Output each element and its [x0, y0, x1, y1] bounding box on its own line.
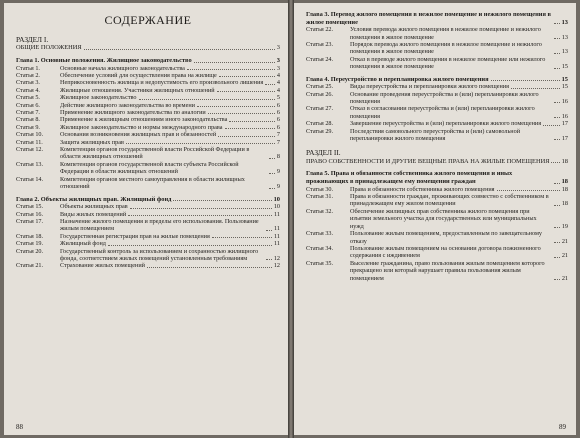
- article-number: Статья 19.: [16, 240, 44, 248]
- toc-entry: [306, 120, 568, 127]
- article-title: Жилищное законодательство: [60, 94, 137, 102]
- toc-entry: [16, 161, 280, 176]
- toc-entry: [16, 248, 280, 263]
- toc-entry: [16, 176, 280, 191]
- article-page: 10: [273, 203, 280, 211]
- article-title: Пользование жилым помещением на основании договора пожизненного содержания с иждивением: [350, 244, 541, 260]
- article-page: 21: [561, 274, 568, 282]
- article-number: Статья 13.: [16, 160, 44, 168]
- article-number: Статья 23.: [306, 41, 334, 48]
- toc-entry: [16, 124, 280, 131]
- article-title: Основание проведения переустройства и (или) перепланировки жилого помещения: [350, 90, 539, 106]
- toc-entry: [306, 91, 568, 106]
- article-title: Государственный контроль за использованием и сохранностью жилищного фонда, соответствием жилых помещений установленным требованиям: [60, 247, 259, 262]
- article-title: Права и обязанности граждан, проживающих совместно с собственником в принадлежащем ему жилом помещении: [350, 193, 549, 208]
- article-title: Объекты жилищных прав: [60, 203, 128, 211]
- page-number-right: 89: [559, 423, 566, 431]
- toc-entry: [16, 94, 280, 101]
- article-number: Статья 31.: [306, 193, 334, 201]
- article-number: Статья 21.: [16, 262, 44, 270]
- article-number: Статья 8.: [16, 116, 40, 124]
- article-page: 12: [273, 262, 280, 270]
- article-page: 11: [274, 232, 280, 240]
- toc-entry: [306, 128, 568, 143]
- article-number: Статья 18.: [16, 232, 44, 240]
- right-page: [294, 3, 576, 435]
- article-title: Жилищный фонд: [60, 240, 106, 248]
- article-title: Отказ в согласовании переустройства и (или) перепланировки жилого помещения: [350, 105, 535, 120]
- article-page: 11: [274, 210, 280, 218]
- article-page: 5: [276, 94, 280, 102]
- article-title: Обеспечение жилищных прав собственника жилого помещения при изъятии земельного участка для государственных или муниципальных нужд: [350, 207, 537, 230]
- chapter-5-heading: Глава 5. Права и обязанности собственника жилого помещения и иных проживающих в принадлежащем ему помещении граждан 18: [306, 170, 568, 186]
- article-number: Статья 22.: [306, 26, 334, 34]
- toc-entry: [306, 208, 568, 230]
- toc-entry: [16, 262, 280, 269]
- toc-entry: [16, 116, 280, 123]
- article-title: Государственная регистрация прав на жилые помещения: [60, 232, 210, 240]
- article-title: Жилищные отношения. Участники жилищных отношений: [60, 86, 215, 94]
- article-page: 16: [561, 112, 568, 120]
- article-title: Неприкосновенность жилища и недопустимость его произвольного лишения: [60, 79, 264, 87]
- toc-entry: [16, 79, 280, 86]
- article-number: Статья 2.: [16, 72, 40, 79]
- article-title: Страхование жилых помещений: [60, 262, 145, 270]
- article-title: Отказ в переводе жилого помещения в нежилое помещение или нежилого помещения в жилое помещение: [350, 55, 546, 71]
- article-title: Последствия самовольного переустройства и (или) самовольной перепланировки жилого помещения: [350, 127, 521, 143]
- section-1-caption: ОБЩИЕ ПОЛОЖЕНИЯ: [16, 44, 82, 52]
- toc-entry: [306, 245, 568, 260]
- article-page: 11: [274, 225, 280, 233]
- article-page: 4: [276, 79, 280, 87]
- article-title: Обеспечение условий для осуществления права на жилище: [60, 72, 217, 79]
- chapter-3-articles: [306, 26, 568, 70]
- article-page: 6: [276, 109, 280, 117]
- article-number: Статья 27.: [306, 105, 334, 113]
- toc-entry: [16, 102, 280, 109]
- toc-entry: [16, 146, 280, 161]
- article-page: 6: [276, 116, 280, 124]
- article-page: 3: [276, 64, 280, 72]
- toc-entry: [16, 72, 280, 79]
- toc-entry: [306, 193, 568, 208]
- article-page: 9: [276, 183, 280, 191]
- toc-entry: [16, 233, 280, 240]
- article-page: 6: [276, 101, 280, 109]
- toc-entry: [16, 203, 280, 210]
- article-number: Статья 5.: [16, 94, 40, 102]
- toc-entry: [306, 230, 568, 245]
- toc-entry: [306, 26, 568, 41]
- article-page: 16: [561, 98, 568, 106]
- chapter-5-articles: [306, 186, 568, 282]
- toc-entry: [306, 56, 568, 71]
- article-number: Статья 12.: [16, 146, 44, 154]
- article-page: 21: [561, 252, 568, 260]
- article-number: Статья 4.: [16, 86, 40, 94]
- section-1-label: РАЗДЕЛ I.: [16, 35, 49, 44]
- article-title: Условия перевода жилого помещения в нежилое помещение и нежилого помещения в жилое помещение: [350, 26, 541, 41]
- article-page: 17: [561, 120, 568, 128]
- toc-entry: [16, 109, 280, 116]
- chapter-3-heading: Глава 3. Перевод жилого помещения в нежилое помещение и нежилого помещения в жилое помещение 13: [306, 11, 568, 26]
- article-page: 13: [561, 48, 568, 56]
- article-title: Защита жилищных прав: [60, 138, 124, 146]
- article-title: Компетенция органов местного самоуправления в области жилищных отношений: [60, 175, 245, 191]
- toc-entry: [16, 87, 280, 94]
- article-page: 15: [561, 83, 568, 91]
- page-number-left: 88: [16, 423, 23, 431]
- article-page: 18: [561, 200, 568, 208]
- article-page: 12: [273, 254, 280, 262]
- chapter-4-heading: Глава 4. Переустройство и перепланировка жилого помещения 15: [306, 75, 568, 83]
- toc-entry: [16, 211, 280, 218]
- section-1-page: 3: [276, 44, 280, 52]
- toc-entry: [16, 240, 280, 247]
- toc-entry: [306, 186, 568, 193]
- toc-entry: [16, 139, 280, 146]
- article-page: 9: [276, 168, 280, 176]
- article-title: Пользование жилым помещением, предоставленным по завещательному отказу: [350, 230, 542, 245]
- article-number: Статья 25.: [306, 83, 334, 91]
- section-2-page: 18: [561, 157, 568, 165]
- article-title: Порядок перевода жилого помещения в нежилое помещение и нежилого помещения в жилое помещение: [350, 41, 542, 56]
- chapter-1-heading: Глава 1. Основные положения. Жилищное законодательство 3: [16, 57, 280, 64]
- article-number: Статья 24.: [306, 55, 334, 63]
- article-title: Назначение жилого помещения и пределы его использования. Пользование жилым помещением: [60, 217, 259, 233]
- article-title: Основные начала жилищного законодательства: [60, 64, 185, 72]
- chapter-1-articles: [16, 65, 280, 191]
- toc-entry: [306, 41, 568, 56]
- chapter-2-articles: [16, 203, 280, 270]
- article-number: Статья 3.: [16, 79, 40, 87]
- article-title: Действие жилищного законодательства во времени: [60, 101, 195, 109]
- article-page: 21: [561, 237, 568, 245]
- article-number: Статья 35.: [306, 259, 334, 267]
- toc-entry: [306, 260, 568, 282]
- article-number: Статья 17.: [16, 217, 44, 225]
- article-page: 8: [276, 153, 280, 161]
- article-number: Статья 9.: [16, 123, 40, 131]
- article-page: 15: [561, 63, 568, 71]
- section-2-label: РАЗДЕЛ II.: [306, 148, 341, 158]
- article-page: 19: [561, 222, 568, 230]
- article-number: Статья 1.: [16, 64, 40, 72]
- article-number: Статья 28.: [306, 120, 334, 128]
- article-number: Статья 10.: [16, 131, 44, 139]
- article-title: Применение жилищного законодательства по аналогии: [60, 109, 206, 117]
- article-number: Статья 16.: [16, 210, 44, 218]
- toc-entry: [306, 83, 568, 90]
- toc-entry: [16, 131, 280, 138]
- article-page: 7: [276, 138, 280, 146]
- contents-title: СОДЕРЖАНИЕ: [104, 13, 192, 27]
- article-title: Виды жилых помещений: [60, 210, 127, 218]
- toc-entry: [16, 218, 280, 233]
- article-title: Компетенция органов государственной власти субъекта Российской Федерации в области жилищных отношений: [60, 160, 239, 176]
- toc-entry: [306, 105, 568, 120]
- article-page: 11: [274, 240, 280, 248]
- article-title: Основания возникновения жилищных прав и обязанностей: [60, 131, 217, 139]
- article-page: 13: [561, 33, 568, 41]
- article-page: 6: [276, 123, 280, 131]
- article-title: Права и обязанности собственника жилого помещения: [350, 185, 495, 193]
- article-title: Компетенция органов государственной власти Российской Федерации в области жилищных отношений: [60, 146, 250, 161]
- toc-entry: [16, 65, 280, 72]
- section-2-heading: [306, 149, 568, 165]
- article-number: Статья 30.: [306, 185, 334, 193]
- article-number: Статья 32.: [306, 207, 334, 215]
- article-number: Статья 7.: [16, 109, 40, 117]
- article-number: Статья 6.: [16, 101, 40, 109]
- article-number: Статья 34.: [306, 244, 334, 252]
- article-number: Статья 14.: [16, 175, 44, 183]
- article-number: Статья 29.: [306, 127, 334, 135]
- article-title: Применение к жилищным отношениям иного законодательства: [60, 116, 228, 124]
- article-page: 4: [276, 86, 280, 94]
- article-page: 17: [561, 135, 568, 143]
- article-page: 18: [561, 185, 568, 193]
- article-number: Статья 26.: [306, 90, 334, 98]
- chapter-4-articles: [306, 83, 568, 142]
- article-number: Статья 11.: [16, 138, 43, 146]
- article-number: Статья 15.: [16, 203, 44, 211]
- chapter-2-heading: Глава 2. Объекты жилищных прав. Жилищный фонд 10: [16, 195, 280, 203]
- article-number: Статья 33.: [306, 230, 334, 238]
- article-title: Завершение переустройства и (или) перепланировки жилого помещения: [350, 120, 542, 128]
- article-title: Жилищное законодательство и нормы международного права: [60, 123, 223, 131]
- article-title: Виды переустройства и перепланировки жилого помещения: [350, 83, 509, 91]
- left-page: [4, 3, 288, 435]
- article-page: 4: [276, 72, 280, 79]
- article-page: 7: [276, 131, 280, 139]
- section-2-caption: ПРАВО СОБСТВЕННОСТИ И ДРУГИЕ ВЕЩНЫЕ ПРАВА НА ЖИЛЫЕ ПОМЕЩЕНИЯ: [306, 157, 550, 165]
- article-number: Статья 20.: [16, 247, 44, 255]
- article-title: Выселение гражданина, право пользования жилым помещением которого прекращено или который нарушает правила пользования жилым помещением: [350, 259, 545, 282]
- section-1-heading: [16, 36, 280, 52]
